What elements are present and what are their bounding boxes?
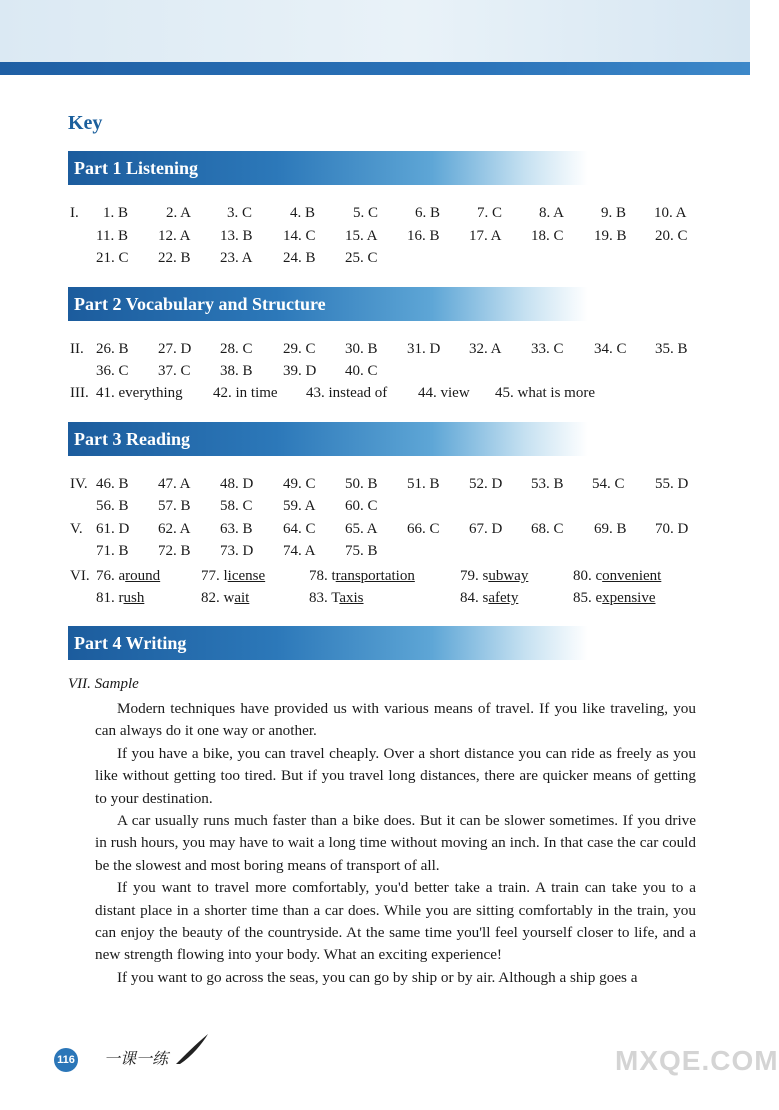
answer-cell: 36. C: [96, 363, 129, 379]
answer-cell: 64. C: [283, 521, 316, 537]
answer-row-1: [70, 202, 710, 224]
answer-cell: 7. C: [477, 205, 503, 221]
blank-text: axis: [339, 590, 364, 606]
answer-cell: 37. C: [158, 363, 191, 379]
answer-cell: 12. A: [158, 228, 191, 244]
fill-answer: [460, 587, 518, 609]
header-band: [0, 0, 750, 62]
answer-cell: 16. B: [407, 228, 440, 244]
blank-text: xpensive: [602, 590, 656, 606]
answer-row-3: [70, 247, 710, 269]
answer-cell: 69. B: [594, 521, 627, 537]
blank-text: icense: [227, 568, 266, 584]
answer-cell: 23. A: [220, 250, 253, 266]
header-stripe: [0, 62, 750, 75]
answer-cell: 41. everything: [96, 385, 183, 401]
watermark: MXQE.COM: [615, 1045, 779, 1076]
answer-cell: 48. D: [220, 476, 254, 492]
answer-cell: 28. C: [220, 341, 253, 357]
answer-row-10: [70, 540, 710, 562]
answer-row-4: [70, 338, 710, 360]
essay-paragraph: Modern techniques have provided us with various means of travel. If you like traveling, you can always do it one way or another.: [95, 700, 696, 740]
section-number: V.: [70, 521, 83, 537]
part-2-heading: Part 2 Vocabulary and Structure: [68, 287, 588, 321]
answer-cell: 40. C: [345, 363, 378, 379]
answer-cell: 34. C: [594, 341, 627, 357]
answer-cell: 18. C: [531, 228, 564, 244]
sample-label: VII. Sample: [68, 676, 139, 692]
answer-cell: 1. B: [103, 205, 129, 221]
part-4-heading: Part 4 Writing: [68, 626, 588, 660]
part-3-heading: Part 3 Reading: [68, 422, 588, 456]
answer-cell: 60. C: [345, 498, 378, 514]
answer-cell: 17. A: [469, 228, 502, 244]
answer-cell: 6. B: [415, 205, 441, 221]
item-number: 84. s: [460, 590, 489, 606]
blank-text: ush: [123, 590, 145, 606]
answer-cell: 72. B: [158, 543, 191, 559]
answer-cell: 70. D: [655, 521, 689, 537]
answer-cell: 74. A: [283, 543, 316, 559]
fill-answer: [573, 587, 656, 609]
section-number: III.: [70, 385, 89, 401]
item-number: 82. w: [201, 590, 235, 606]
section-number: I.: [70, 205, 79, 221]
answer-row-5: [70, 360, 710, 382]
fill-answer: [201, 565, 265, 587]
answer-cell: 13. B: [220, 228, 253, 244]
answer-cell: 25. C: [345, 250, 378, 266]
item-number: 79. s: [460, 568, 489, 584]
answer-cell: 5. C: [353, 205, 379, 221]
fill-answer: [96, 565, 160, 587]
answer-cell: 38. B: [220, 363, 253, 379]
page-number: 116: [54, 1048, 78, 1072]
answer-cell: 51. B: [407, 476, 440, 492]
section-number: IV.: [70, 476, 88, 492]
answer-cell: 75. B: [345, 543, 378, 559]
answer-cell: 68. C: [531, 521, 564, 537]
item-number: 80. c: [573, 568, 603, 584]
blank-text: ubway: [488, 568, 529, 584]
answer-cell: 26. B: [96, 341, 129, 357]
answer-cell: 3. C: [227, 205, 253, 221]
answer-row-8: [70, 495, 710, 517]
answer-cell: 27. D: [158, 341, 192, 357]
blank-text: ait: [234, 590, 250, 606]
answer-cell: 14. C: [283, 228, 316, 244]
essay-paragraph: If you have a bike, you can travel cheaply. Over a short distance you can ride as freely as you like without getting too tired. But if you travel long distances, there are quicker means of getting to your destination.: [95, 744, 696, 807]
item-number: 77. l: [201, 568, 228, 584]
answer-cell: 4. B: [290, 205, 316, 221]
sample-essay: [95, 698, 696, 989]
answer-row-6: [70, 382, 710, 404]
answer-cell: 57. B: [158, 498, 191, 514]
answer-cell: 42. in time: [213, 385, 278, 401]
answer-cell: 30. B: [345, 341, 378, 357]
answer-cell: 8. A: [539, 205, 565, 221]
answer-cell: 73. D: [220, 543, 254, 559]
pen-icon: [172, 1030, 212, 1070]
item-number: 81. r: [96, 590, 124, 606]
fill-answer: [96, 587, 144, 609]
blank-text: afety: [488, 590, 519, 606]
answer-cell: 66. C: [407, 521, 440, 537]
section-number: VI.: [70, 568, 90, 584]
answer-cell: 11. B: [96, 228, 128, 244]
essay-paragraph: If you want to go across the seas, you can go by ship or by air. Although a ship goes a: [117, 968, 638, 986]
answer-cell: 21. C: [96, 250, 129, 266]
answer-cell: 58. C: [220, 498, 253, 514]
fill-answer: [309, 587, 364, 609]
answer-cell: 54. C: [592, 476, 625, 492]
answer-cell: 53. B: [531, 476, 564, 492]
essay-paragraph: If you want to travel more comfortably, you'd better take a train. A train can take you to a distant place in a shorter time than a car does. While you are sitting comfortably in the train, you can enjoy the beauty of the countryside. At the same time you'll feel yourself closer to life, and a new strength flowing into your body. What an exciting experience!: [95, 879, 696, 964]
answer-cell: 39. D: [283, 363, 317, 379]
answer-cell: 59. A: [283, 498, 316, 514]
answer-cell: 61. D: [96, 521, 130, 537]
answer-cell: 56. B: [96, 498, 129, 514]
series-logo: 一课一练: [104, 1049, 169, 1068]
section-number: II.: [70, 341, 84, 357]
part-1-heading: Part 1 Listening: [68, 151, 588, 185]
answer-row-7: [70, 473, 710, 495]
answer-cell: 63. B: [220, 521, 253, 537]
answer-row-vi-1: [70, 565, 710, 587]
answer-cell: 52. D: [469, 476, 503, 492]
item-number: 78. t: [309, 568, 336, 584]
answer-cell: 22. B: [158, 250, 191, 266]
answer-cell: 9. B: [601, 205, 627, 221]
answer-row-vi-2: [70, 587, 710, 609]
answer-cell: 19. B: [594, 228, 627, 244]
answer-cell: 33. C: [531, 341, 564, 357]
answer-cell: 29. C: [283, 341, 316, 357]
answer-cell: 15. A: [345, 228, 378, 244]
answer-cell: 2. A: [166, 205, 192, 221]
answer-cell: 20. C: [655, 228, 688, 244]
answer-row-2: [70, 225, 710, 247]
blank-text: round: [125, 568, 161, 584]
answer-cell: 35. B: [655, 341, 688, 357]
fill-answer: [573, 565, 661, 587]
answer-cell: 43. instead of: [306, 385, 388, 401]
answer-cell: 55. D: [655, 476, 689, 492]
answer-cell: 44. view: [418, 385, 470, 401]
essay-paragraph: A car usually runs much faster than a bike does. But it can be slower sometimes. If you drive in rush hours, you may have to wait a long time without moving an inch. In that case the car could be the slowest and most boring means of transport of all.: [95, 812, 696, 874]
answer-cell: 49. C: [283, 476, 316, 492]
answer-cell: 47. A: [158, 476, 191, 492]
answer-cell: 50. B: [345, 476, 378, 492]
answer-cell: 62. A: [158, 521, 191, 537]
answer-cell: 31. D: [407, 341, 441, 357]
page-title: Key: [68, 112, 103, 134]
answer-cell: 32. A: [469, 341, 502, 357]
answer-cell: 46. B: [96, 476, 129, 492]
item-number: 76. a: [96, 568, 126, 584]
blank-text: onvenient: [602, 568, 662, 584]
answer-cell: 10. A: [654, 205, 687, 221]
answer-cell: 71. B: [96, 543, 129, 559]
answer-cell: 67. D: [469, 521, 503, 537]
answer-cell: 65. A: [345, 521, 378, 537]
answer-row-9: [70, 518, 710, 540]
answer-cell: 45. what is more: [495, 385, 595, 401]
item-number: 85. e: [573, 590, 603, 606]
blank-text: ransportation: [335, 568, 415, 584]
fill-answer: [460, 565, 528, 587]
fill-answer: [201, 587, 249, 609]
fill-answer: [309, 565, 415, 587]
item-number: 83. T: [309, 590, 340, 606]
answer-cell: 24. B: [283, 250, 316, 266]
